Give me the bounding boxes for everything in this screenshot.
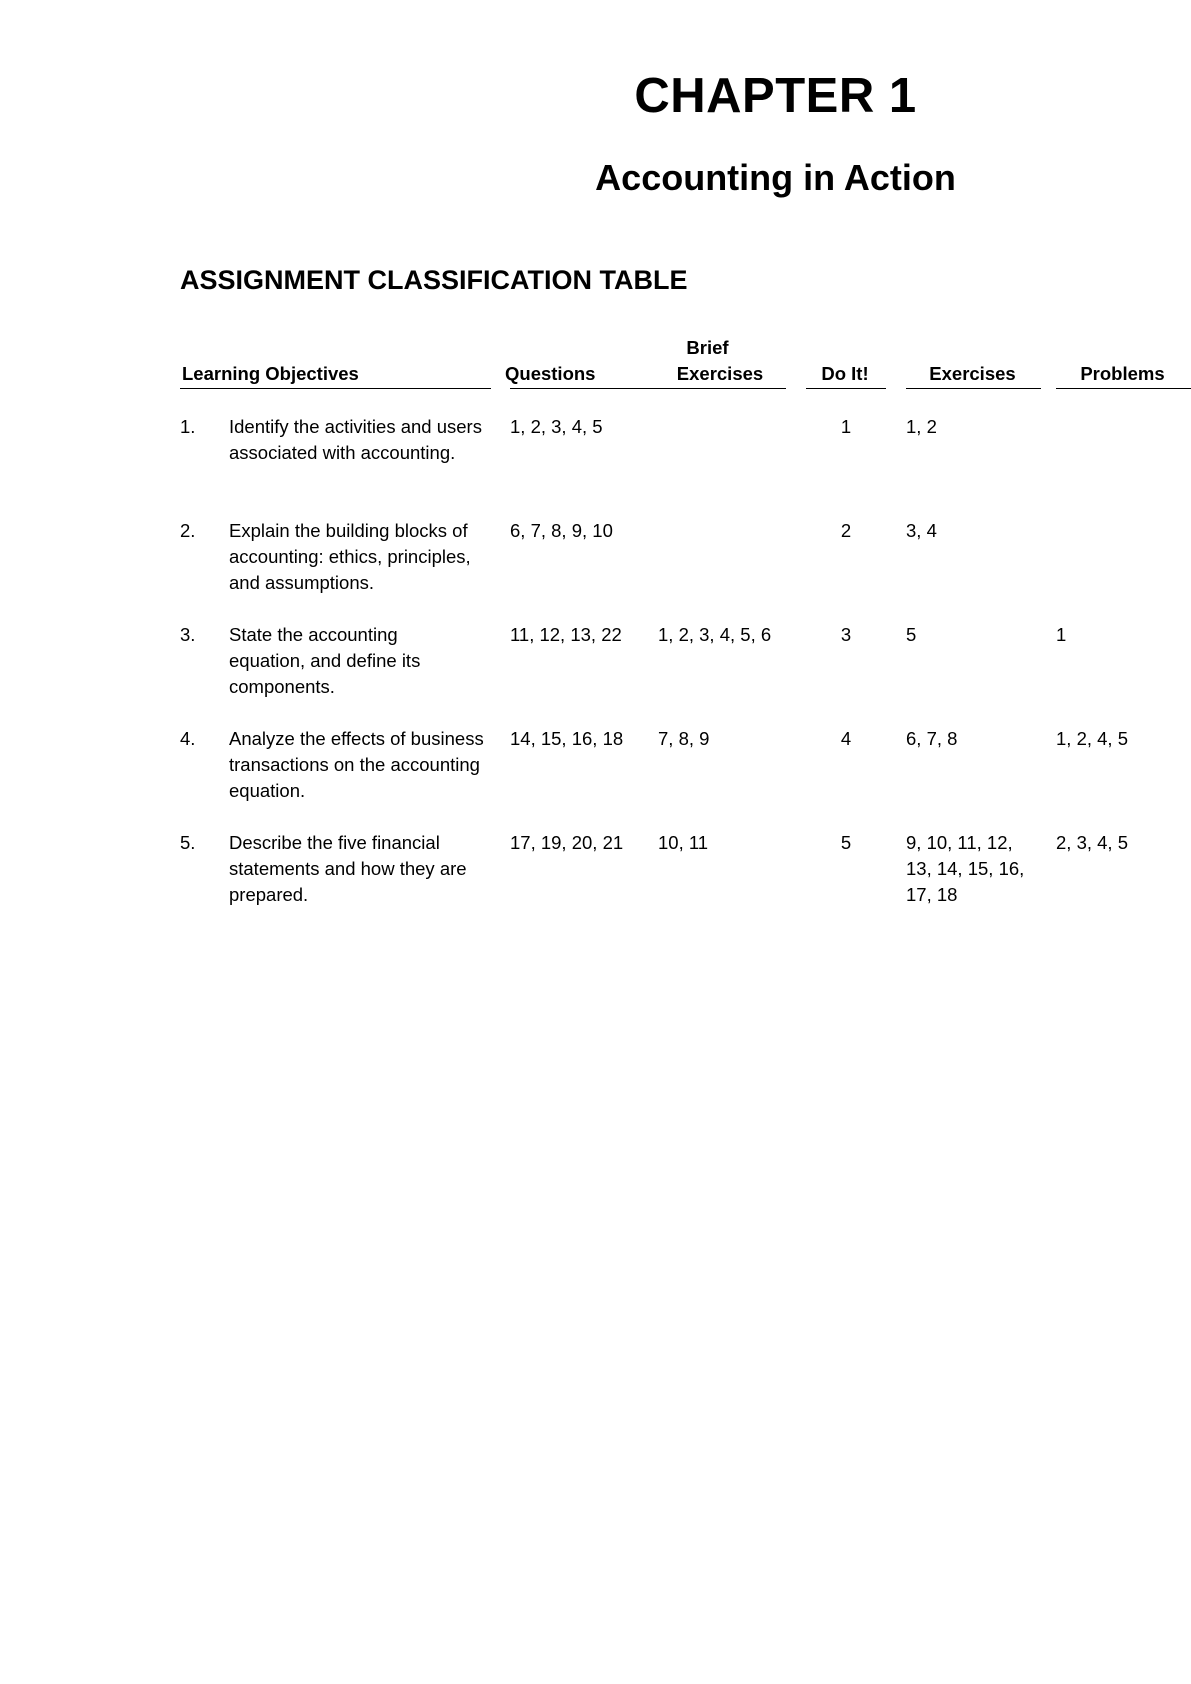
chapter-title: CHAPTER 1 [634,69,917,123]
header-brief-exercises-line1: Brief [686,337,729,358]
section-heading: ASSIGNMENT CLASSIFICATION TABLE [180,265,688,295]
do-it-cell: 2 [840,520,852,541]
objective-text: Analyze the effects of business transactions on the accounting equation. [229,728,484,801]
exercises-cell: 5 [906,624,917,645]
questions-cell: 1, 2, 3, 4, 5 [510,416,603,437]
objective-number: 4. [180,728,196,749]
header-underline [906,388,1041,389]
brief-exercises-cell: 7, 8, 9 [658,728,710,749]
exercises-cell: 1, 2 [906,416,937,437]
questions-cell: 17, 19, 20, 21 [510,832,624,853]
problems-cell: 2, 3, 4, 5 [1056,832,1128,853]
do-it-cell: 3 [840,624,852,645]
header-problems: Problems [1080,363,1165,384]
objective-text: Identify the activities and users associated with accounting. [229,416,482,463]
header-underline [1056,388,1191,389]
questions-cell: 11, 12, 13, 22 [510,624,622,645]
header-underline [180,388,491,389]
objective-number: 3. [180,624,196,645]
brief-exercises-cell: 10, 11 [658,832,709,853]
header-exercises: Exercises [929,363,1016,384]
objective-number: 1. [180,416,196,437]
objective-text: Explain the building blocks of accounting: ethics, principles, and assumptions. [229,520,471,593]
objective-number: 2. [180,520,196,541]
chapter-subtitle: Accounting in Action [595,157,956,198]
header-questions: Questions [505,363,596,384]
exercises-cell: 9, 10, 11, 12, 13, 14, 15, 16, 17, 18 [906,832,1025,905]
header-do-it: Do It! [821,363,869,384]
questions-cell: 14, 15, 16, 18 [510,728,624,749]
objective-number: 5. [180,832,196,853]
header-brief-exercises-line2: Exercises [676,363,764,384]
do-it-cell: 4 [840,728,852,749]
problems-cell: 1, 2, 4, 5 [1056,728,1128,749]
header-learning-objectives: Learning Objectives [182,363,359,384]
objective-text: State the accounting equation, and define its components. [229,624,421,697]
objective-text: Describe the five financial statements and how they are prepared. [229,832,467,905]
problems-cell: 1 [1056,624,1067,645]
exercises-cell: 6, 7, 8 [906,728,958,749]
do-it-cell: 5 [840,832,852,853]
brief-exercises-cell: 1, 2, 3, 4, 5, 6 [658,624,772,645]
header-underline [806,388,886,389]
do-it-cell: 1 [840,416,852,437]
exercises-cell: 3, 4 [906,520,937,541]
header-underline [510,388,786,389]
questions-cell: 6, 7, 8, 9, 10 [510,520,613,541]
